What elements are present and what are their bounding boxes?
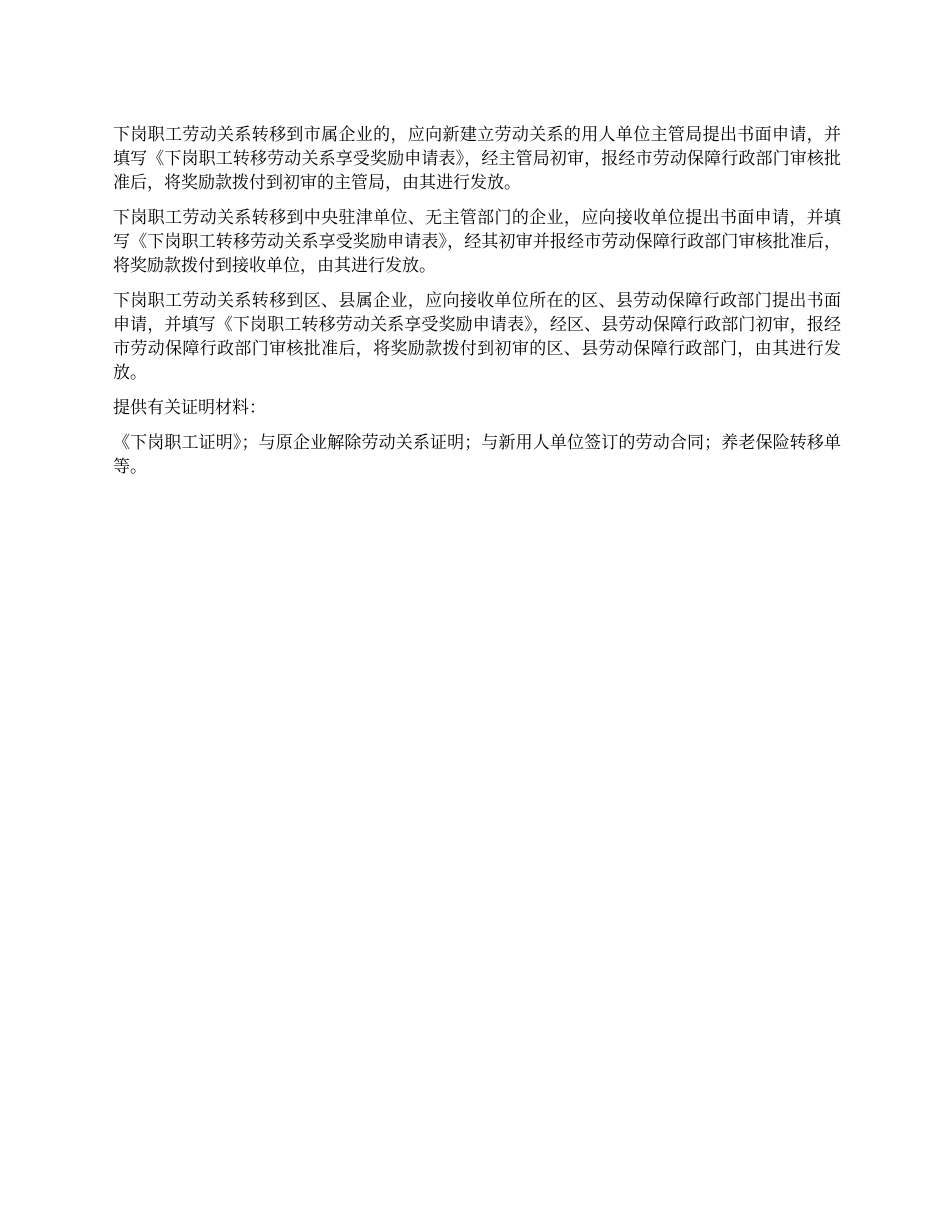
paragraph-materials-heading: 提供有关证明材料： bbox=[113, 398, 266, 418]
paragraph-city-enterprise: 下岗职工劳动关系转移到市属企业的，应向新建立劳动关系的用人单位主管局提出书面申请，并填写《下岗职工转移劳动关系享受奖励申请表》，经主管局初审，报经市劳动保障行政部门审核批准后，将奖励款拨付到初审的主管局，由其进行发放。 bbox=[113, 125, 841, 193]
paragraph-central-unit: 下岗职工劳动关系转移到中央驻津单位、无主管部门的企业，应向接收单位提出书面申请，并填写《下岗职工转移劳动关系享受奖励申请表》，经其初审并报经市劳动保障行政部门审核批准后，将奖励款拨付到接收单位，由其进行发放。 bbox=[113, 208, 841, 276]
paragraph-materials-list: 《下岗职工证明》；与原企业解除劳动关系证明；与新用人单位签订的劳动合同；养老保险转移单等。 bbox=[113, 433, 841, 477]
paragraph-district-enterprise: 下岗职工劳动关系转移到区、县属企业，应向接收单位所在的区、县劳动保障行政部门提出书面申请，并填写《下岗职工转移劳动关系享受奖励申请表》，经区、县劳动保障行政部门初审，报经市劳动保障行政部门审核批准后，将奖励款拨付到初审的区、县劳动保障行政部门，由其进行发放。 bbox=[113, 291, 841, 383]
document-body bbox=[113, 123, 841, 490]
